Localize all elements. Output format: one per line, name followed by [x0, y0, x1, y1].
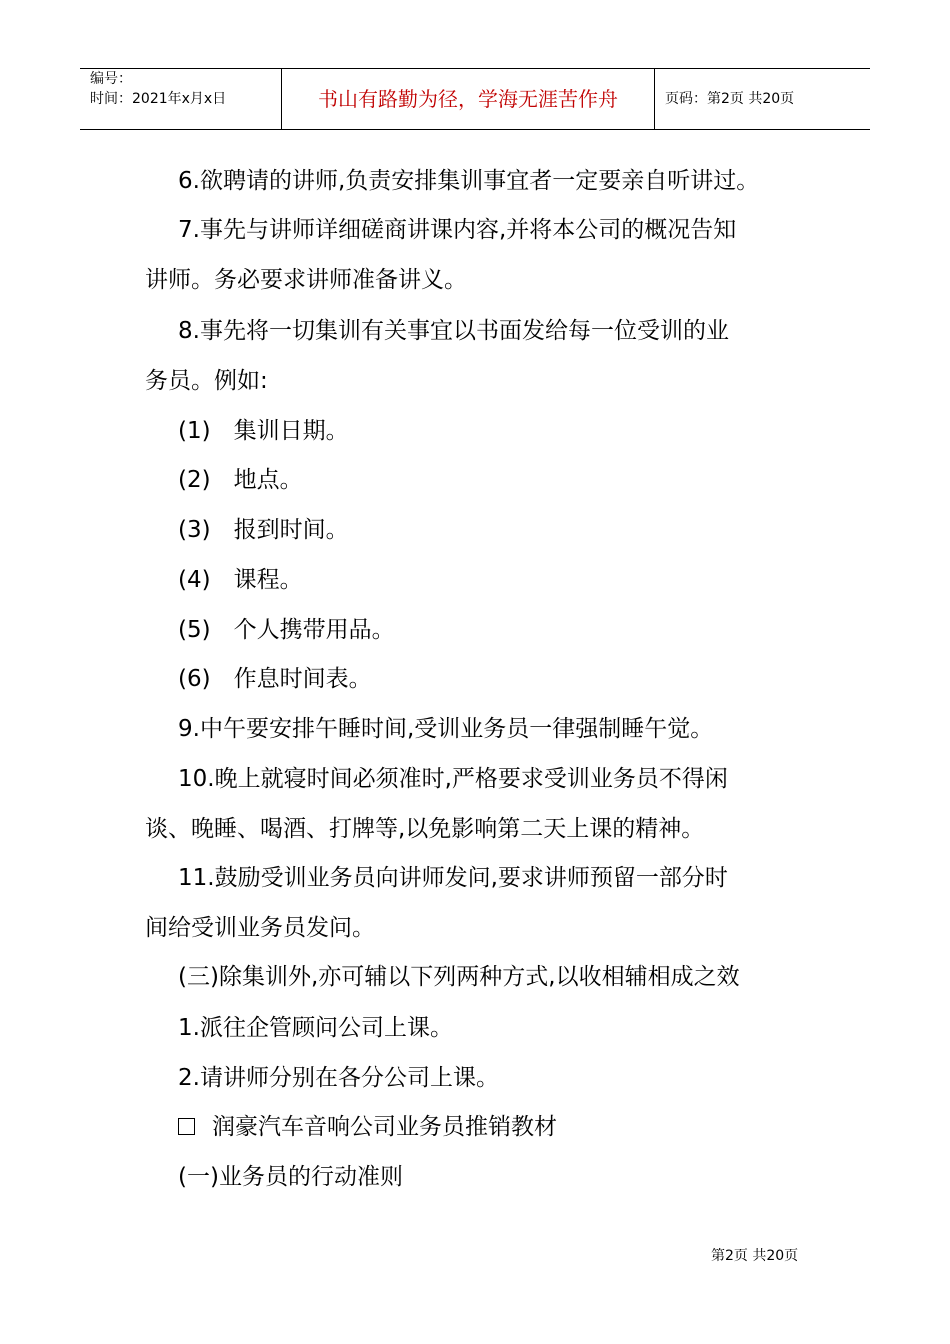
header-page-info: 页码：第2页 共20页	[665, 91, 795, 107]
page-footer: 第2页 共20页	[711, 1248, 799, 1264]
body-line: 间给受训业务员发问。	[145, 915, 375, 941]
body-line: 讲师。务必要求讲师准备讲义。	[145, 267, 467, 293]
header-meta-cell	[80, 69, 282, 129]
header-page-cell	[655, 69, 870, 129]
list-item: (5) 个人携带用品。	[178, 617, 395, 643]
list-item: (1) 集训日期。	[178, 418, 349, 444]
document-number-label: 编号：	[90, 71, 132, 87]
body-line: 10.晚上就寝时间必须准时,严格要求受训业务员不得闲	[178, 766, 728, 792]
document-header	[80, 68, 870, 130]
body-line: 务员。例如:	[145, 368, 268, 394]
body-line: 谈、晚睡、喝酒、打牌等,以免影响第二天上课的精神。	[145, 816, 705, 842]
list-item: (6) 作息时间表。	[178, 666, 372, 692]
body-line: 7.事先与讲师详细磋商讲课内容,并将本公司的概况告知	[178, 217, 737, 243]
list-item: (2) 地点。	[178, 467, 303, 493]
list-item: (3) 报到时间。	[178, 517, 349, 543]
header-motto: 书山有路勤为径，学海无涯苦作舟	[318, 87, 618, 111]
section-heading: (三)除集训外,亦可辅以下列两种方式,以收相辅相成之效	[178, 964, 740, 990]
body-line: 2.请讲师分别在各分公司上课。	[178, 1065, 499, 1091]
body-line: 1.派往企管顾问公司上课。	[178, 1015, 453, 1041]
header-motto-cell	[282, 69, 655, 129]
checkbox-heading-text: 润豪汽车音响公司业务员推销教材	[212, 1114, 557, 1140]
body-line: 8.事先将一切集训有关事宜以书面发给每一位受训的业	[178, 318, 729, 344]
section-heading: (一)业务员的行动准则	[178, 1164, 403, 1190]
body-line: 9.中午要安排午睡时间,受训业务员一律强制睡午觉。	[178, 716, 714, 742]
list-item: (4) 课程。	[178, 567, 303, 593]
body-line: 6.欲聘请的讲师,负责安排集训事宜者一定要亲自听讲过。	[178, 168, 760, 194]
document-time-label: 时间：2021年x月x日	[90, 91, 227, 107]
body-line: 11.鼓励受训业务员向讲师发问,要求讲师预留一部分时	[178, 865, 728, 891]
checkbox-heading	[178, 1112, 557, 1142]
checkbox-icon	[178, 1118, 195, 1135]
